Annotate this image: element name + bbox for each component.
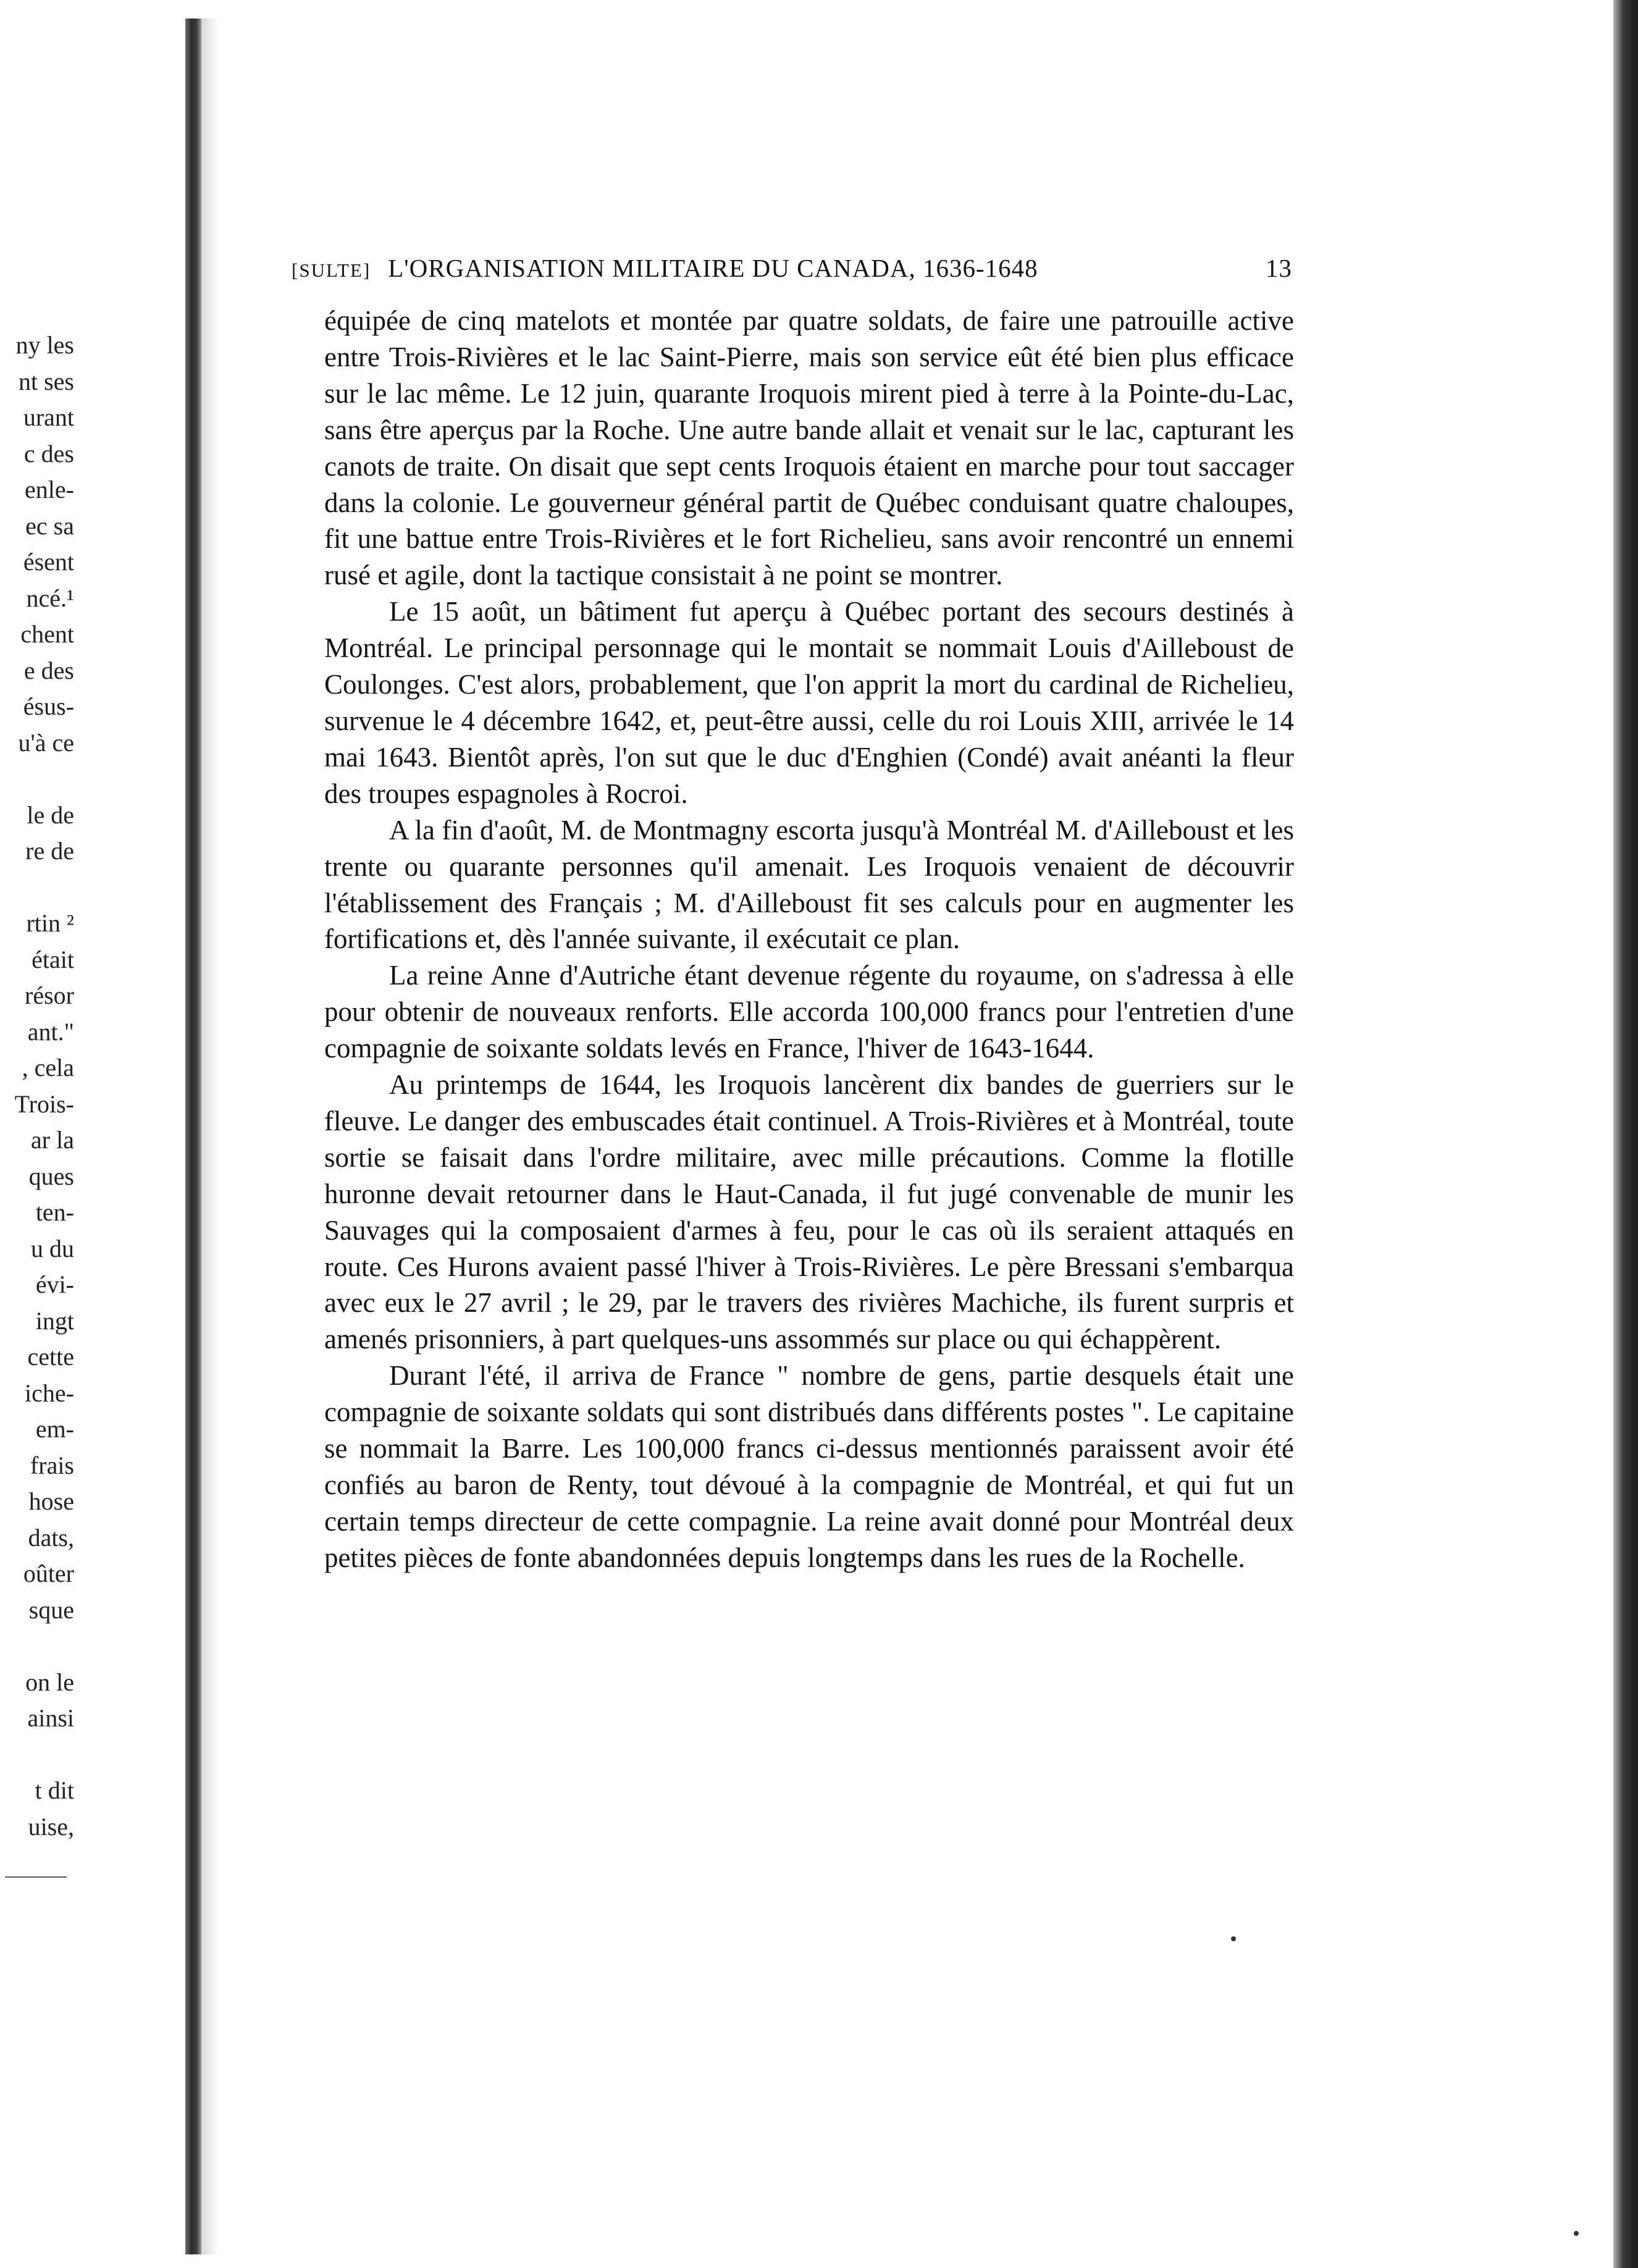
fragment-line: hose — [28, 1487, 74, 1515]
scan-speck — [1574, 2231, 1579, 2236]
fragment-gap — [0, 761, 74, 797]
facing-page-fragment — [0, 327, 74, 1845]
paragraph-2: Le 15 août, un bâtiment fut aperçu à Québec portant des secours destinés à Montréal. Le principal personnage qui le montait se nommait Louis d'Ailleboust de Coulonges. C'est alors, probablement, que l'on apprit la mort du cardinal de Richelieu, survenue le 4 décembre 1642, et, peut-être aussi, celle du roi Louis XIII, arrivée le 14 mai 1643. Bientôt après, l'on sut que le duc d'Enghien (Condé) avait anéanti la fleur des troupes espagnoles à Rocroi. — [324, 596, 1294, 809]
fragment-line: iche- — [25, 1379, 74, 1407]
paragraph-1: équipée de cinq matelots et montée par quatre soldats, de faire une patrouille active entre Trois-Rivières et le lac Saint-Pierre, mais son service eût été bien plus efficace sur le lac même. Le 12 juin, quarante Iroquois mirent pied à terre à la Pointe-du-Lac, sans être aperçus par la Roche. Une autre bande allait et venait sur le lac, capturant les canots de traite. On disait que sept cents Iroquois étaient en marche pour tout saccager dans la colonie. Le gouverneur général partit de Québec conduisant quatre chaloupes, fit une battue entre Trois-Rivières et le fort Richelieu, sans avoir rencontré un ennemi rusé et agile, dont la tactique consistait à ne point se montrer. — [324, 305, 1294, 591]
fragment-line: le de — [27, 800, 74, 829]
fragment-line: ant." — [27, 1017, 74, 1046]
fragment-line: ésent — [23, 548, 74, 576]
body-text — [324, 303, 1294, 1576]
fragment-line: oûter — [23, 1560, 74, 1587]
fragment-line: cette — [27, 1343, 74, 1371]
gutter-shadow — [201, 19, 219, 2254]
paragraph-6: Durant l'été, il arriva de France " nombre de gens, partie desquels était une compagnie de soixante soldats qui sont distribués dans différents postes ". Le capitaine se nommait la Barre. Les 100,000 francs ci-dessus mentionnés paraissent avoir été confiés au baron de Renty, tout dévoué à la compagnie de Montréal, et qui fut un certain temps directeur de cette compagnie. La reine avait donné pour Montréal deux petites pièces de fonte abandonnées depuis longtemps dans les rues de la Rochelle. — [324, 1360, 1294, 1573]
fragment-line: enle- — [25, 476, 74, 503]
footnote-rule — [5, 1876, 67, 1878]
fragment-line: ten- — [35, 1198, 74, 1226]
fragment-line: nt ses — [19, 367, 74, 395]
fragment-line: ec sa — [25, 511, 74, 540]
fragment-line: était — [32, 945, 74, 973]
fragment-line: e des — [23, 656, 74, 684]
paragraph-5: Au printemps de 1644, les Iroquois lancèrent dix bandes de guerriers sur le fleuve. Le danger des embuscades était continuel. A Trois-Rivières et à Montréal, toute sortie se faisait dans l'ordre militaire, avec mille précautions. Comme la flotille huronne devait retourner dans le Haut-Canada, il fut jugé convenable de munir les Sauvages qui la composaient d'armes à feu, pour le cas où ils seraient attaqués en route. Ces Hurons avaient passé l'hiver à Trois-Rivières. Le père Bressani s'embarqua avec eux le 27 avril ; le 29, par le travers des rivières Machiche, ils furent surpris et amenés prisonniers, à part quelques-uns assommés sur place ou qui échappèrent. — [324, 1069, 1294, 1355]
scan-edge-border — [1613, 0, 1638, 2268]
fragment-line: frais — [30, 1451, 74, 1479]
fragment-line: ainsi — [27, 1704, 74, 1732]
fragment-line: re de — [25, 837, 74, 865]
fragment-line: on le — [25, 1668, 74, 1696]
fragment-line: résor — [25, 981, 74, 1009]
fragment-gap — [0, 1737, 74, 1773]
fragment-line: chent — [20, 620, 74, 648]
fragment-line: u'à ce — [18, 728, 74, 757]
fragment-line: ésus- — [23, 692, 74, 720]
fragment-line: urant — [23, 403, 74, 431]
fragment-line: em- — [35, 1415, 74, 1443]
running-head-title: L'ORGANISATION MILITAIRE DU CANADA, 1636-1648 — [388, 254, 1038, 282]
fragment-line: ny les — [15, 331, 74, 359]
fragment-line: évi- — [35, 1270, 74, 1298]
fragment-line: c des — [23, 439, 74, 468]
fragment-line: sque — [28, 1595, 74, 1624]
fragment-line: uise, — [28, 1812, 74, 1841]
fragment-gap — [0, 870, 74, 906]
scan-speck — [1231, 1936, 1236, 1941]
running-head — [292, 253, 1292, 284]
fragment-line: ar la — [31, 1126, 74, 1154]
fragment-line: dats, — [28, 1523, 74, 1552]
running-head-author: [SULTE] — [292, 259, 371, 281]
fragment-line: ingt — [35, 1306, 74, 1335]
fragment-line: ques — [28, 1162, 74, 1190]
fragment-line: t dit — [35, 1776, 74, 1804]
paragraph-4: La reine Anne d'Autriche étant devenue régente du royaume, on s'adressa à elle pour obtenir de nouveaux renforts. Elle accorda 100,000 francs pour l'entretien d'une compagnie de soixante soldats levés en France, l'hiver de 1643-1644. — [324, 960, 1294, 1064]
fragment-line: ncé.¹ — [26, 584, 74, 612]
fragment-line: , cela — [22, 1054, 74, 1082]
page-number: 13 — [1266, 254, 1292, 282]
fragment-line: Trois- — [14, 1090, 74, 1118]
fragment-gap — [0, 1628, 74, 1665]
binding-gutter — [185, 19, 201, 2254]
fragment-line: u du — [31, 1234, 74, 1262]
fragment-line: rtin ² — [26, 909, 74, 937]
paragraph-3: A la fin d'août, M. de Montmagny escorta jusqu'à Montréal M. d'Ailleboust et les trente ou quarante personnes qu'il amenait. Les Iroquois venaient de découvrir l'établissement des Français ; M. d'Ailleboust fit ses calculs pour en augmenter les fortifications et, dès l'année suivante, il exécutait ce plan. — [324, 814, 1294, 955]
